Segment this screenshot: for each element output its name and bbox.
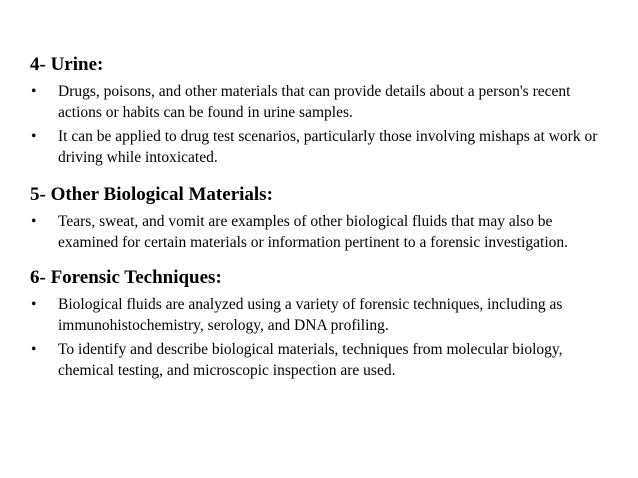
spacer <box>30 172 608 184</box>
section-heading-urine: 4- Urine: <box>30 54 104 75</box>
bullet-icon: • <box>31 128 37 145</box>
section-heading-forensic-techniques: 6- Forensic Techniques: <box>30 267 222 288</box>
bullet-icon: • <box>31 213 37 230</box>
bullet-icon: • <box>31 83 37 100</box>
section-other-biological-materials <box>30 184 608 253</box>
bullet-list-forensic-techniques <box>30 295 608 381</box>
bullet-text: To identify and describe biological materials, techniques from molecular biology, chemical testing, and microscopic inspection are used. <box>58 341 563 379</box>
spacer <box>30 257 608 267</box>
bullet-item <box>30 82 608 123</box>
bullet-item <box>30 295 608 336</box>
section-forensic-techniques <box>30 267 608 381</box>
bullet-text: Biological fluids are analyzed using a variety of forensic techniques, including as immunohistochemistry, serology, and DNA profiling. <box>58 296 563 334</box>
bullet-text: Tears, sweat, and vomit are examples of other biological fluids that may also be examined for certain materials or information pertinent to a forensic investigation. <box>58 213 569 251</box>
bullet-item <box>30 340 608 381</box>
bullet-icon: • <box>31 296 37 313</box>
bullet-text: It can be applied to drug test scenarios, particularly those involving mishaps at work or driving while intoxicated. <box>58 128 598 166</box>
section-heading-other-biological-materials: 5- Other Biological Materials: <box>30 184 273 205</box>
bullet-icon: • <box>31 341 37 358</box>
bullet-list-other-biological-materials <box>30 212 608 253</box>
bullet-list-urine <box>30 82 608 168</box>
bullet-item <box>30 127 608 168</box>
bullet-text: Drugs, poisons, and other materials that can provide details about a person's recent actions or habits can be found in urine samples. <box>58 83 571 121</box>
section-urine <box>30 54 608 168</box>
bullet-item <box>30 212 608 253</box>
